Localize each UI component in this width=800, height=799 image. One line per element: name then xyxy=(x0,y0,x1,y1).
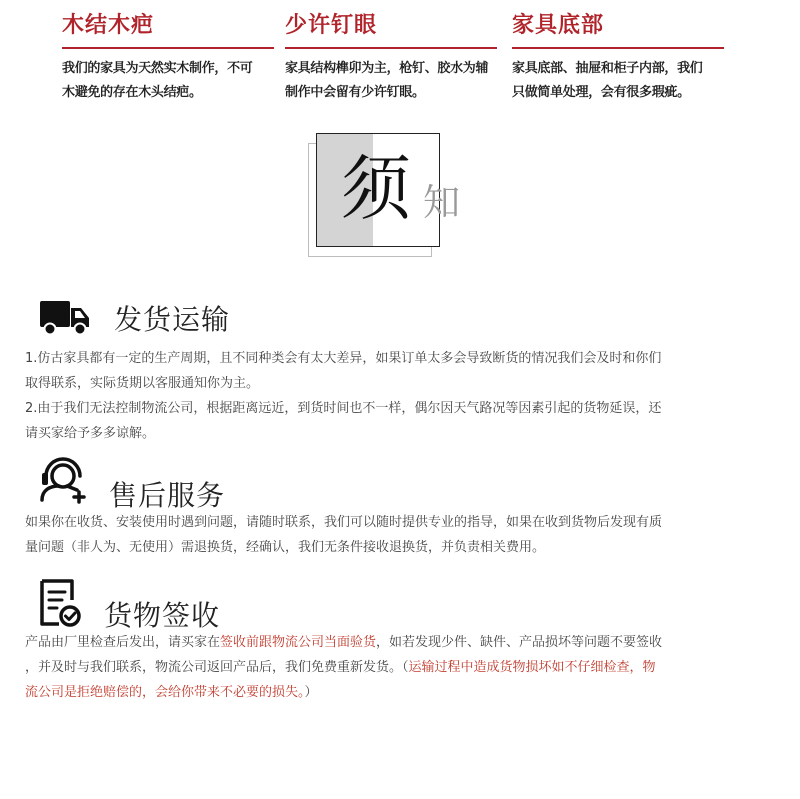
body-text: ，并及时与我们联系，物流公司返回产品后，我们免费重新发货。（ xyxy=(25,660,409,675)
feature-title: 家具底部 xyxy=(512,12,605,38)
feature-description xyxy=(285,57,507,105)
headset-user-icon xyxy=(37,452,93,504)
feature-description xyxy=(512,57,732,105)
truck-icon xyxy=(38,300,92,336)
body-text: 产品由厂里检查后发出，请买家在 xyxy=(25,635,221,650)
body-line: 请买家给予多多谅解。 xyxy=(25,426,156,441)
description-line: 家具底部、抽屉和柜子内部，我们 xyxy=(512,61,703,76)
body-line: 1.仿古家具都有一定的生产周期，且不同种类会有太大差异，如果订单太多会导致断货的情况我们会及时和你们 xyxy=(25,351,662,366)
highlight-text: 流公司是拒绝赔偿的，会给你带来不必要的损失。 xyxy=(25,685,305,700)
description-line: 制作中会留有少许钉眼。 xyxy=(285,85,425,100)
feature-wood-knots xyxy=(62,8,284,105)
title-divider xyxy=(285,47,497,49)
body-line xyxy=(25,680,745,705)
description-line: 我们的家具为天然实木制作，不可 xyxy=(62,61,253,76)
notice-frame xyxy=(316,133,440,247)
section-title: 售后服务 xyxy=(109,479,226,512)
description-line: 家具结构榫卯为主，枪钉、胶水为辅 xyxy=(285,61,489,76)
title-divider xyxy=(512,47,724,49)
body-line: 如果你在收货、安装使用时遇到问题，请随时联系，我们可以随时提供专业的指导，如果在收到货物后发现有质 xyxy=(25,515,663,530)
section-title: 货物签收 xyxy=(104,599,221,632)
aftersales-section xyxy=(25,454,745,560)
body-text: ，如若发现少件、缺件、产品损坏等问题不要签收 xyxy=(376,635,663,650)
feature-title: 少许钉眼 xyxy=(285,12,378,38)
shipping-section xyxy=(25,290,745,446)
receipt-section xyxy=(25,574,745,705)
notice-small-char: 知 xyxy=(423,181,460,224)
description-line: 只做简单处理，会有很多瑕疵。 xyxy=(512,85,690,100)
description-line: 木避免的存在木头结疤。 xyxy=(62,85,202,100)
section-header xyxy=(25,290,745,346)
body-line: 取得联系，实际货期以客服通知你为主。 xyxy=(25,376,260,391)
body-line: 量问题（非人为、无使用）需退换货，经确认，我们无条件接收退换货，并负责相关费用。 xyxy=(25,540,546,555)
feature-furniture-bottom xyxy=(512,8,732,105)
section-header xyxy=(25,574,745,630)
notice-heading xyxy=(308,133,468,257)
highlight-text: 签收前跟物流公司当面验货 xyxy=(220,635,377,650)
body-line: 2.由于我们无法控制物流公司，根据距离远近，到货时间也不一样，偶尔因天气路况等因素引起的货物延误，还 xyxy=(25,401,662,416)
highlight-text: 运输过程中造成货物损坏如不仔细检查，物 xyxy=(408,660,656,675)
title-divider xyxy=(62,47,274,49)
section-header xyxy=(25,454,745,510)
signed-document-icon xyxy=(37,578,83,628)
body-text: ） xyxy=(304,685,318,700)
section-body xyxy=(25,510,745,560)
section-title: 发货运输 xyxy=(114,303,231,336)
section-body xyxy=(25,630,745,705)
notice-big-char: 须 xyxy=(341,148,411,230)
feature-description xyxy=(62,57,284,105)
feature-nail-holes xyxy=(285,8,507,105)
feature-title: 木结木疤 xyxy=(62,12,155,38)
section-body xyxy=(25,346,745,446)
body-line xyxy=(25,655,745,680)
